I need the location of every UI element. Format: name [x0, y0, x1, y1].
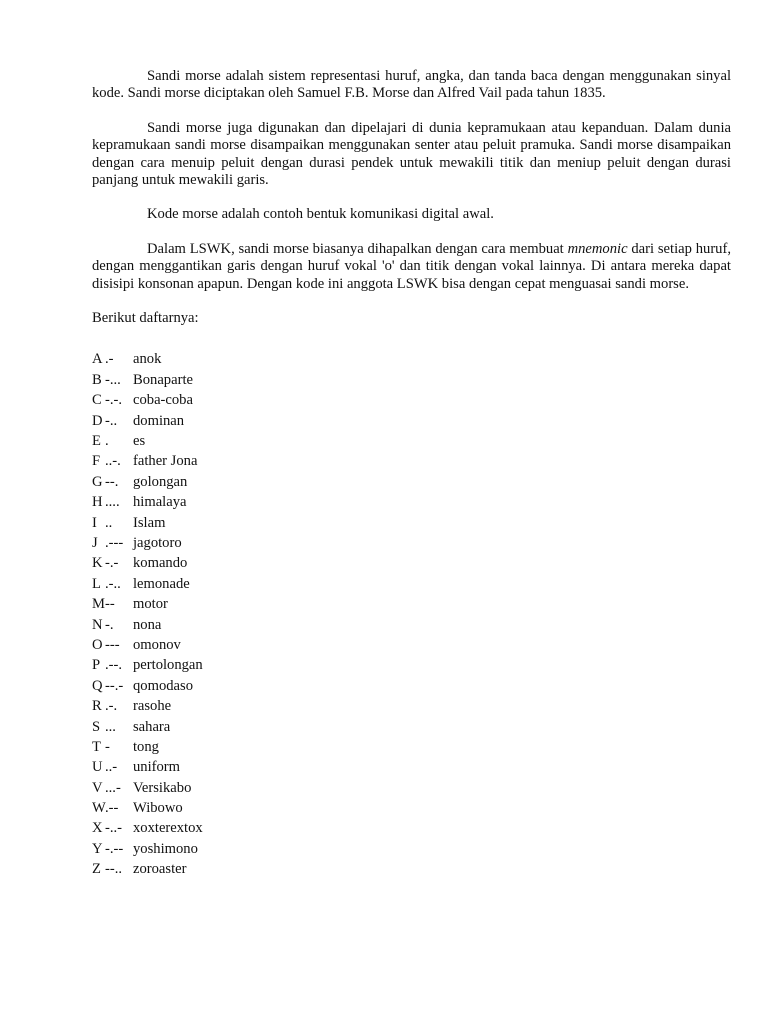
morse-code: .-.	[105, 698, 118, 715]
list-item	[92, 451, 731, 471]
morse-code: -.--	[105, 840, 124, 857]
morse-letter: A	[92, 351, 103, 368]
morse-code: -.-	[105, 555, 119, 572]
morse-mnemonic: anok	[133, 351, 162, 368]
list-item	[92, 778, 731, 798]
list-item	[92, 492, 731, 512]
morse-letter: L	[92, 575, 101, 592]
list-item	[92, 676, 731, 696]
morse-mnemonic: golongan	[133, 473, 188, 490]
list-item	[92, 737, 731, 757]
list-item	[92, 696, 731, 716]
morse-letter: P	[92, 657, 101, 674]
morse-mnemonic: tong	[133, 738, 159, 755]
morse-code: .--	[105, 800, 119, 817]
morse-letter: O	[92, 636, 103, 653]
morse-letter: E	[92, 433, 101, 450]
list-item	[92, 839, 731, 859]
morse-letter: Z	[92, 861, 101, 878]
morse-code: ....	[105, 494, 120, 511]
morse-code: -..-	[105, 820, 123, 837]
morse-letter: X	[92, 820, 103, 837]
morse-code: .---	[105, 534, 124, 551]
morse-mnemonic: komando	[133, 555, 188, 572]
list-item	[92, 594, 731, 614]
morse-letter: C	[92, 392, 102, 409]
morse-code: --..	[105, 861, 123, 878]
morse-code: .-	[105, 351, 114, 368]
list-item	[92, 431, 731, 451]
list-item	[92, 553, 731, 573]
mnemonic-paragraph-start: Dalam LSWK, sandi morse biasanya dihapalkan dengan cara membuat	[147, 240, 568, 257]
list-item	[92, 370, 731, 390]
morse-mnemonic: himalaya	[133, 494, 187, 511]
morse-letter: Y	[92, 840, 103, 857]
morse-code: -.	[105, 616, 114, 633]
morse-mnemonic: yoshimono	[133, 840, 198, 857]
morse-code: .	[105, 433, 109, 450]
list-item	[92, 798, 731, 818]
morse-code: --	[105, 596, 115, 613]
intro-paragraph: Sandi morse adalah sistem representasi huruf, angka, dan tanda baca dengan menggunakan sinyal kode. Sandi morse diciptakan oleh Samuel F.B. Morse dan Alfred Vail pada tahun 1835.	[92, 68, 731, 102]
morse-code: -.-.	[105, 392, 123, 409]
mnemonic-paragraph	[92, 241, 731, 293]
morse-code: ..-	[105, 759, 118, 776]
morse-letter: H	[92, 494, 103, 511]
morse-letter: N	[92, 616, 103, 633]
morse-mnemonic: dominan	[133, 412, 185, 429]
list-item	[92, 574, 731, 594]
morse-letter: G	[92, 473, 103, 490]
morse-mnemonic: pertolongan	[133, 657, 203, 674]
morse-code: -	[105, 738, 110, 755]
list-item	[92, 513, 731, 533]
morse-code: -...	[105, 371, 121, 388]
list-item	[92, 757, 731, 777]
list-item	[92, 859, 731, 879]
morse-code: .--.	[105, 657, 123, 674]
morse-code: --.	[105, 473, 119, 490]
morse-mnemonic: coba-coba	[133, 392, 193, 409]
morse-mnemonic: lemonade	[133, 575, 190, 592]
list-item	[92, 635, 731, 655]
morse-code: ...-	[105, 779, 121, 796]
scouting-paragraph: Sandi morse juga digunakan dan dipelajari di dunia kepramukaan atau kepanduan. Dalam dunia kepramukaan sandi morse disampaikan menggunakan senter atau peluit pramuka. Sandi morse disampaikan dengan cara menuip peluit dengan durasi pendek untuk mewakili titik dan meniup peluit dengan durasi panjang untuk mewakili garis.	[92, 119, 731, 189]
morse-letter: B	[92, 371, 102, 388]
mnemonic-paragraph-end: dari setiap huruf, dengan menggantikan garis dengan huruf vokal 'o' dan titik dengan vokal lainnya. Di antara mereka dapat disisipi konsonan apapun. Dengan kode ini anggota LSWK bisa dengan cepat menguasai sandi morse.	[92, 240, 731, 292]
morse-code: ..	[105, 514, 113, 531]
morse-letter: F	[92, 453, 101, 470]
morse-mnemonic: nona	[133, 616, 162, 633]
morse-mnemonic: zoroaster	[133, 861, 187, 878]
morse-mnemonic: xoxterextox	[133, 820, 203, 837]
morse-mnemonic: rasohe	[133, 698, 172, 715]
morse-letter: K	[92, 555, 103, 572]
morse-code: -..	[105, 412, 118, 429]
morse-code: ---	[105, 636, 120, 653]
morse-mnemonic: qomodaso	[133, 677, 193, 694]
morse-code: --.-	[105, 677, 124, 694]
digital-communication-paragraph: Kode morse adalah contoh bentuk komunikasi digital awal.	[147, 206, 494, 223]
morse-mnemonic: father Jona	[133, 453, 198, 470]
morse-letter: Q	[92, 677, 103, 694]
morse-mnemonic: Bonaparte	[133, 371, 193, 388]
list-item	[92, 818, 731, 838]
morse-mnemonic: Wibowo	[133, 800, 183, 817]
morse-letter: M	[92, 596, 105, 613]
list-item	[92, 717, 731, 737]
morse-letter: V	[92, 779, 103, 796]
morse-code: ..-.	[105, 453, 121, 470]
morse-letter: W	[92, 800, 106, 817]
morse-mnemonic: es	[133, 433, 146, 450]
mnemonic-term: mnemonic	[567, 240, 628, 257]
morse-letter: S	[92, 718, 101, 735]
morse-mnemonic: jagotoro	[133, 534, 182, 551]
morse-mnemonic: motor	[133, 596, 168, 613]
morse-mnemonic: Versikabo	[133, 779, 192, 796]
morse-letter: U	[92, 759, 103, 776]
morse-mnemonic: omonov	[133, 636, 181, 653]
morse-code-list	[92, 349, 731, 879]
list-item	[92, 655, 731, 675]
list-item	[92, 615, 731, 635]
list-item	[92, 533, 731, 553]
morse-letter: D	[92, 412, 103, 429]
morse-letter: I	[92, 514, 97, 531]
morse-letter: R	[92, 698, 102, 715]
list-item	[92, 411, 731, 431]
list-intro: Berikut daftarnya:	[92, 310, 199, 327]
morse-code: ...	[105, 718, 116, 735]
morse-mnemonic: Islam	[133, 514, 166, 531]
list-item	[92, 349, 731, 369]
morse-code: .-..	[105, 575, 121, 592]
morse-mnemonic: sahara	[133, 718, 171, 735]
morse-letter: J	[92, 534, 98, 551]
list-item	[92, 390, 731, 410]
morse-mnemonic: uniform	[133, 759, 181, 776]
document-page	[92, 68, 731, 880]
morse-letter: T	[92, 738, 101, 755]
list-item	[92, 472, 731, 492]
